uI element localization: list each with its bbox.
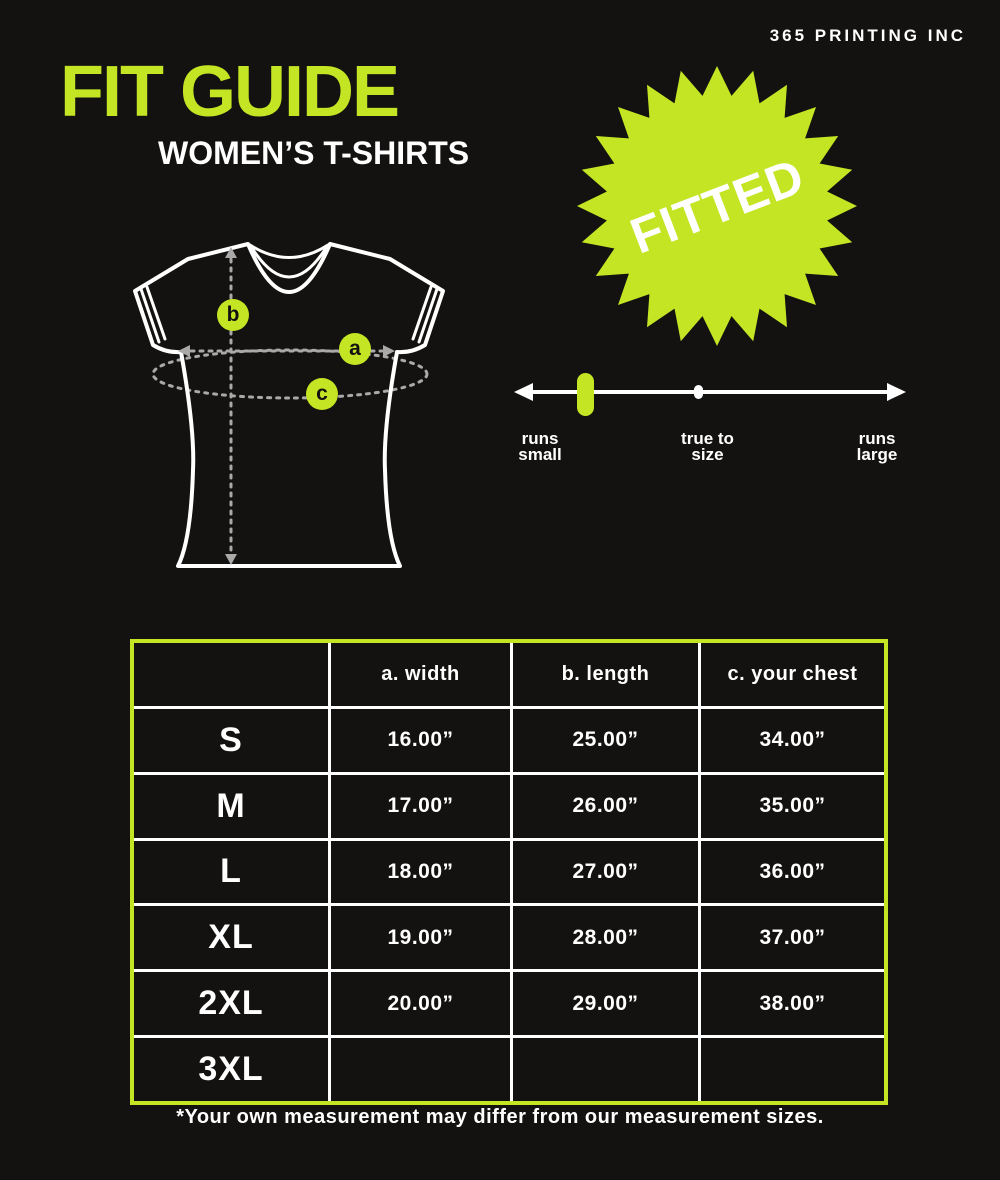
page-title: FIT GUIDE: [60, 52, 398, 132]
scale-label-line: small: [518, 445, 562, 464]
width-cell: 18.00”: [331, 841, 510, 904]
chest-cell: 34.00”: [701, 709, 884, 772]
scale-label-line: large: [856, 445, 898, 464]
length-cell: 26.00”: [513, 775, 698, 838]
collar-arc-top: [250, 245, 328, 258]
tshirt-outline: [135, 244, 443, 566]
size-cell: 2XL: [134, 972, 328, 1035]
header-cell-width: a. width: [331, 643, 510, 706]
width-arrow-left: [178, 345, 190, 357]
page-subtitle: WOMEN’S T-SHIRTS: [158, 135, 470, 171]
size-cell: S: [134, 709, 328, 772]
header-cell-length: b. length: [513, 643, 698, 706]
length-cell: 27.00”: [513, 841, 698, 904]
size-cell: M: [134, 775, 328, 838]
width-cell: [331, 1038, 510, 1101]
width-cell: 19.00”: [331, 906, 510, 969]
scale-label-line: size: [691, 445, 724, 464]
scale-indicator: [577, 373, 594, 416]
length-cell: 29.00”: [513, 972, 698, 1035]
right-cuff-lines: [413, 287, 437, 342]
chest-cell: 35.00”: [701, 775, 884, 838]
marker-a: a: [339, 333, 371, 365]
scale-label-line: runs: [521, 429, 559, 448]
chest-cell: 37.00”: [701, 906, 884, 969]
scale-label-line: true to: [681, 429, 734, 448]
collar-arc-middle: [252, 248, 326, 277]
chest-cell: [701, 1038, 884, 1101]
scale-label-runs-small: [490, 431, 590, 463]
size-chart-table: [130, 639, 888, 1105]
fitted-badge-label: FITTED: [622, 147, 812, 265]
scale-label-line: runs: [858, 429, 896, 448]
length-cell: 25.00”: [513, 709, 698, 772]
chest-cell: 36.00”: [701, 841, 884, 904]
length-cell: [513, 1038, 698, 1101]
chest-cell: 38.00”: [701, 972, 884, 1035]
scale-right-arrowhead-icon: [887, 383, 906, 401]
left-cuff-lines: [141, 287, 165, 342]
scale-left-arrowhead-icon: [514, 383, 533, 401]
length-arrow-down: [225, 554, 237, 565]
length-arrow-up: [225, 247, 237, 258]
header-cell-chest: c. your chest: [701, 643, 884, 706]
width-arrow-right: [383, 345, 395, 357]
width-cell: 20.00”: [331, 972, 510, 1035]
fitted-badge-label-wrap: [574, 63, 860, 349]
size-cell: 3XL: [134, 1038, 328, 1101]
length-cell: 28.00”: [513, 906, 698, 969]
marker-c: c: [306, 378, 338, 410]
footnote-text: *Your own measurement may differ from our measurement sizes.: [176, 1106, 824, 1128]
marker-b: b: [217, 299, 249, 331]
scale-label-runs-large: [827, 431, 927, 463]
width-cell: 17.00”: [331, 775, 510, 838]
size-cell: L: [134, 841, 328, 904]
header-cell-empty: [134, 643, 328, 706]
scale-midpoint-dot: [694, 385, 703, 399]
brand-text: 365 PRINTING INC: [769, 26, 966, 45]
size-cell: XL: [134, 906, 328, 969]
scale-label-true-to-size: [650, 431, 765, 463]
chest-ellipse-dotted-line: [153, 350, 427, 398]
width-cell: 16.00”: [331, 709, 510, 772]
